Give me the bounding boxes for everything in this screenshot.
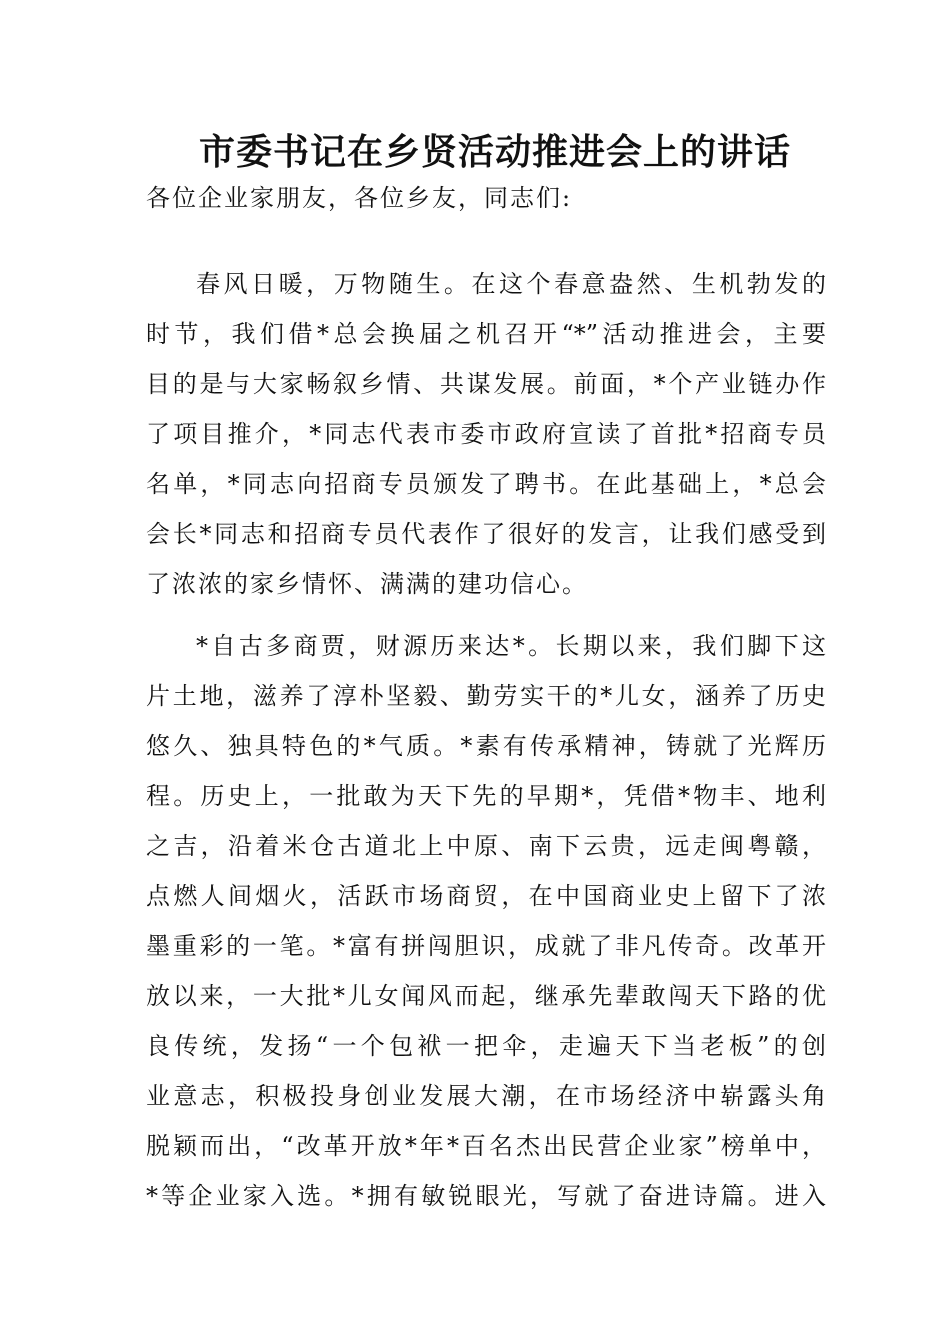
text-line: 片土地，滋养了淳朴坚毅、勤劳实干的*儿女，涵养了历史 [146, 682, 826, 710]
text-line: 良传统，发扬“一个包袱一把伞，走遍天下当老板”的创 [146, 1032, 826, 1060]
paragraph-1 [146, 259, 826, 609]
text-line: 会长*同志和招商专员代表作了很好的发言，让我们感受到 [146, 520, 826, 548]
paragraph-2 [146, 621, 826, 1221]
text-line: 时节，我们借*总会换届之机召开“*”活动推进会，主要 [146, 320, 826, 348]
text-line: 脱颖而出，“改革开放*年*百名杰出民营企业家”榜单中， [146, 1132, 826, 1160]
text-line: 春风日暖，万物随生。在这个春意盎然、生机勃发的 [196, 270, 826, 298]
text-line: 悠久、独具特色的*气质。*素有传承精神，铸就了光辉历 [146, 732, 826, 760]
text-line: 业意志，积极投身创业发展大潮，在市场经济中崭露头角 [146, 1082, 826, 1110]
text-line: 程。历史上，一批敢为天下先的早期*，凭借*物丰、地利 [146, 782, 826, 810]
text-line: 点燃人间烟火，活跃市场商贸，在中国商业史上留下了浓 [146, 882, 826, 910]
text-line: 墨重彩的一笔。*富有拼闯胆识，成就了非凡传奇。改革开 [146, 932, 826, 960]
text-line: *等企业家入选。*拥有敏锐眼光，写就了奋进诗篇。进入 [146, 1182, 826, 1210]
document-title: 市委书记在乡贤活动推进会上的讲话 [198, 131, 791, 173]
text-line: 之吉，沿着米仓古道北上中原、南下云贵，远走闽粤赣， [146, 832, 826, 860]
text-line: *自古多商贾，财源历来达*。长期以来，我们脚下这 [196, 632, 826, 660]
text-line: 目的是与大家畅叙乡情、共谋发展。前面，*个产业链办作 [146, 370, 826, 398]
text-line: 了浓浓的家乡情怀、满满的建功信心。 [146, 570, 588, 598]
text-line: 放以来，一大批*儿女闻风而起，继承先辈敢闯天下路的优 [146, 982, 826, 1010]
text-line: 了项目推介，*同志代表市委市政府宣读了首批*招商专员 [146, 420, 826, 448]
salutation: 各位企业家朋友，各位乡友，同志们: [146, 184, 573, 212]
text-line: 名单，*同志向招商专员颁发了聘书。在此基础上，*总会 [146, 470, 826, 498]
